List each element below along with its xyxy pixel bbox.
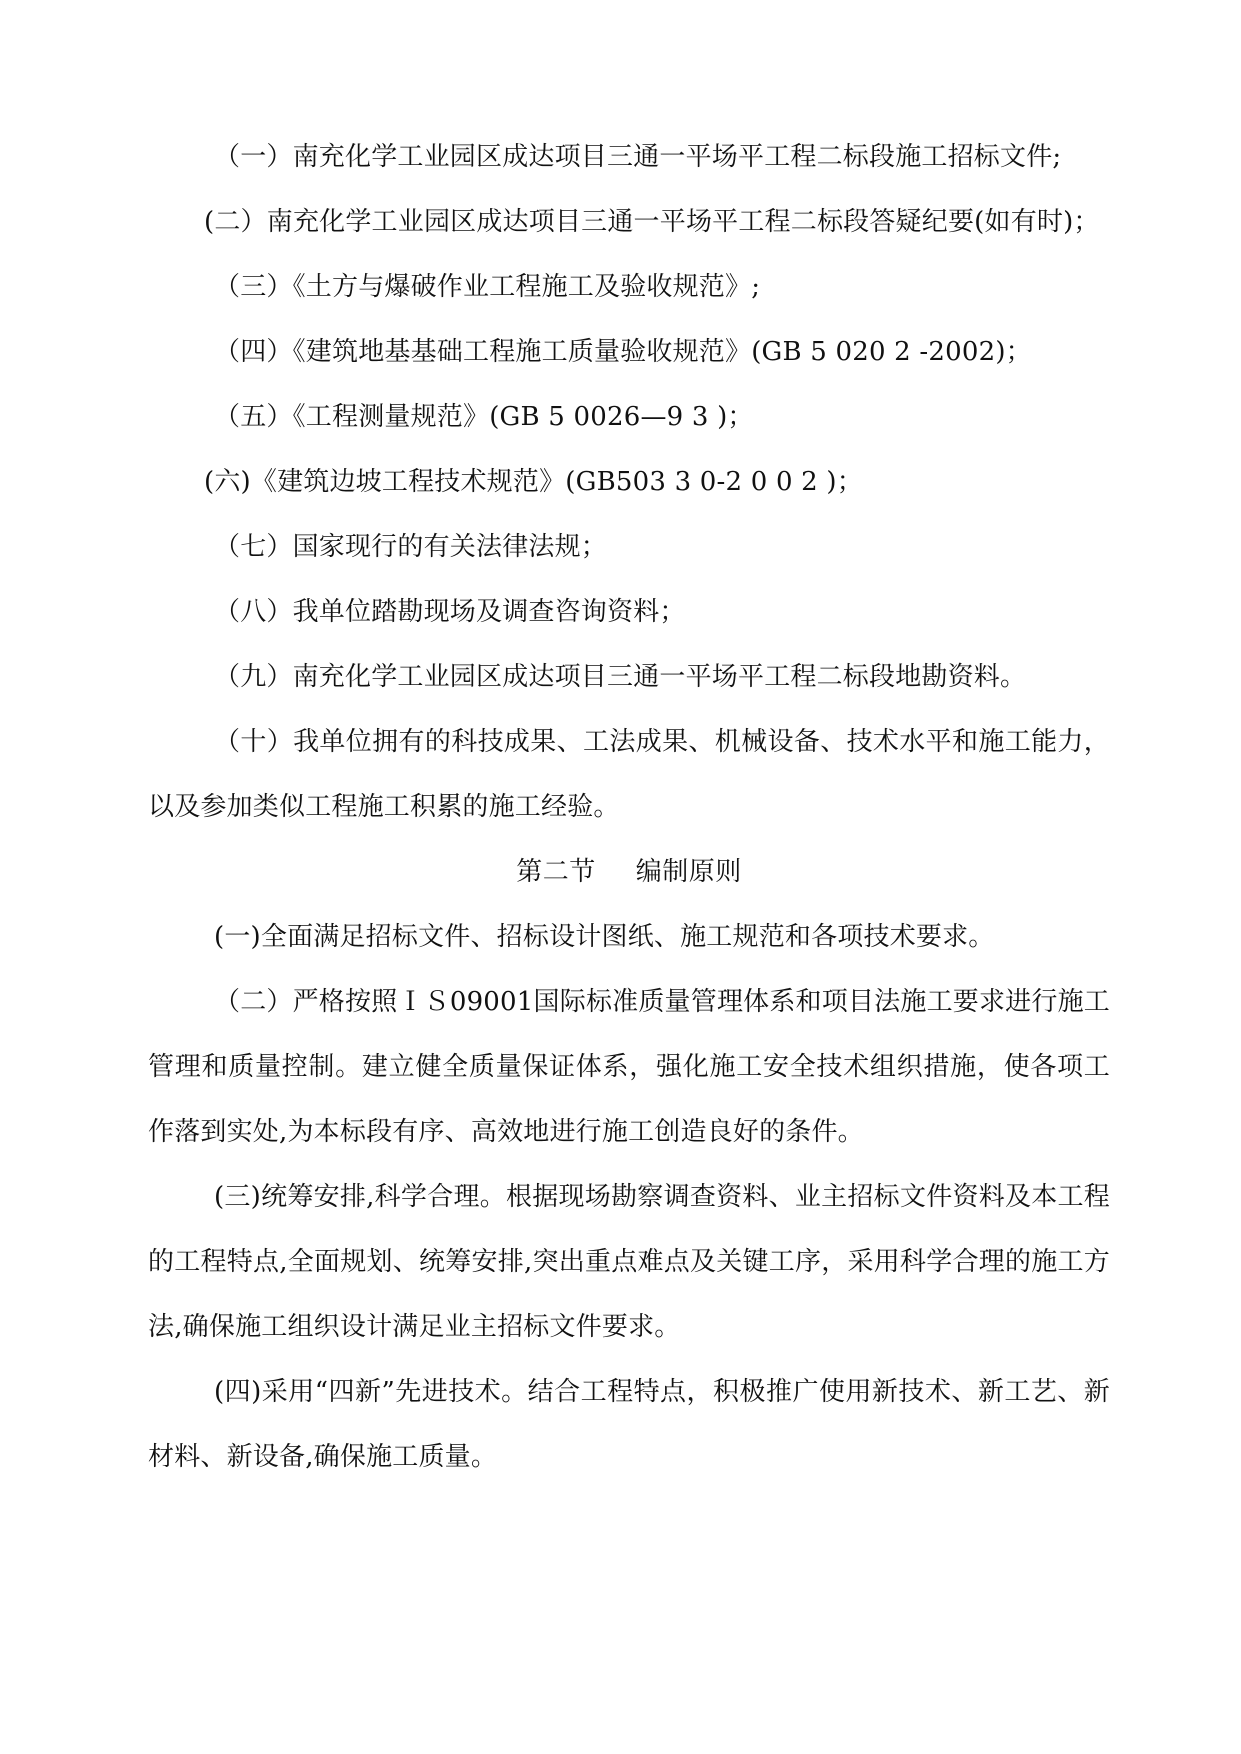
basis-item-6: (六)《建筑边坡工程技术规范》(GB503 3 0-2 0 0 2 )； <box>204 467 863 497</box>
basis-item-5: （五）《工程测量规范》(GB 5 0026—9 3 )； <box>214 402 754 432</box>
basis-item-10: （十）我单位拥有的科技成果、工法成果、机械设备、技术水平和施工能力，以及参加类似工程施工积累的施工经验。 <box>148 727 1110 822</box>
basis-item-4: （四）《建筑地基基础工程施工质量验收规范》(GB 5 020 2 -2002)； <box>214 337 1032 367</box>
basis-item-7: （七）国家现行的有关法律法规； <box>214 532 608 562</box>
basis-item-2: (二）南充化学工业园区成达项目三通一平场平工程二标段答疑纪要(如有时)； <box>204 207 1100 237</box>
section-number: 第二节 <box>516 857 596 887</box>
basis-item-8: （八）我单位踏勘现场及调查咨询资料； <box>214 597 686 627</box>
principle-item-1: (一)全面满足招标文件、招标设计图纸、施工规范和各项技术要求。 <box>214 922 995 952</box>
basis-item-3: （三）《土方与爆破作业工程施工及验收规范》; <box>214 272 761 302</box>
principle-item-4: (四)采用“四新”先进技术。结合工程特点，积极推广使用新技术、新工艺、新材料、新设备,确保施工质量。 <box>148 1377 1110 1472</box>
section-title: 编制原则 <box>635 857 742 887</box>
basis-item-9: （九）南充化学工业园区成达项目三通一平场平工程二标段地勘资料。 <box>214 662 1027 692</box>
principle-item-3: (三)统筹安排,科学合理。根据现场勘察调查资料、业主招标文件资料及本工程的工程特点,全面规划、统筹安排,突出重点难点及关键工序，采用科学合理的施工方法,确保施工组织设计满足业主招标文件要求。 <box>148 1182 1110 1342</box>
section-heading <box>148 840 1110 905</box>
document-body <box>148 125 1110 1490</box>
basis-item-1: （一）南充化学工业园区成达项目三通一平场平工程二标段施工招标文件; <box>214 142 1062 172</box>
principle-item-2: （二）严格按照ＩＳ09001国际标准质量管理体系和项目法施工要求进行施工管理和质量控制。建立健全质量保证体系，强化施工安全技术组织措施，使各项工作落到实处,为本标段有序、高效地进行施工创造良好的条件。 <box>148 987 1110 1147</box>
